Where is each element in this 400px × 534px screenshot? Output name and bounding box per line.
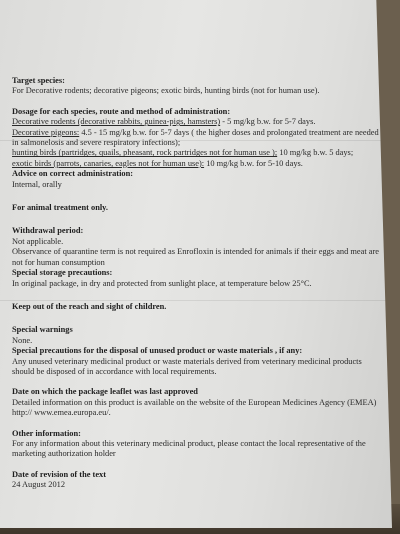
leaflet-text bbox=[12, 76, 380, 491]
rodents-dose: - 5 mg/kg b.w. for 5-7 days. bbox=[220, 117, 316, 127]
revision-heading: Date of revision of the text bbox=[12, 469, 107, 479]
withdrawal-heading: Withdrawal period: bbox=[12, 226, 84, 236]
target-species-text: For Decorative rodents; decorative pigeons; exotic birds, hunting birds (not for human use). bbox=[12, 86, 320, 96]
withdrawal-line2: Observance of quarantine term is not required as Enrofloxin is intended for animals if their eggs and meat are not for human consumption bbox=[12, 247, 379, 267]
target-species-heading: Target species: bbox=[12, 76, 65, 85]
animal-only-notice: For animal treatment only. bbox=[12, 203, 108, 213]
storage-heading: Special storage precautions: bbox=[12, 268, 113, 278]
warnings-text: None. bbox=[12, 335, 33, 345]
other-text: For any information about this veterinary medicinal product, please contact the local representative of the marketing authorization holder bbox=[12, 438, 366, 459]
exotic-dose: 10 mg/kg b.w. for 5-10 days. bbox=[204, 158, 303, 168]
approved-heading: Date on which the package leaflet was last approved bbox=[12, 387, 198, 397]
dosage-heading: Dosage for each species, route and method of administration: bbox=[12, 106, 231, 116]
revision-date: 24 August 2012 bbox=[12, 480, 66, 490]
administration-heading: Advice on correct administration: bbox=[12, 169, 134, 179]
children-warning: Keep out of the reach and sight of children. bbox=[12, 301, 167, 311]
disposal-text: Any unused veterinary medicinal product or waste materials derived from veterinary medicinal products should be disposed of in accordance with local requirements. bbox=[12, 356, 362, 376]
rodents-species: Decorative rodents (decorative rabbits, guinea-pigs, hamsters) bbox=[12, 117, 221, 127]
dosage-rodents bbox=[12, 117, 380, 127]
administration-text: Internal, orally bbox=[12, 179, 62, 189]
dosage-exotic bbox=[12, 159, 380, 169]
hunting-species: hunting birds (partridges, quails, pheasant, rock partridges not for human use ); bbox=[12, 148, 278, 158]
approved-text: Detailed information on this product is available on the website of the European Medicines Agency (EMEA) http:// www.emea.europa.eu/. bbox=[12, 397, 377, 418]
pigeons-dose: 4.5 - 15 mg/kg b.w. for 5-7 days ( the higher doses and prolongated treatment are needed in salmonelosis and severe respiratory infections); bbox=[12, 127, 379, 148]
withdrawal-line1: Not applicable. bbox=[12, 236, 64, 246]
storage-text: In original package, in dry and protected from sunlight place, at temperature below 25°C. bbox=[12, 278, 312, 288]
exotic-species: exotic birds (parrots, canaries, eagles not for human use): bbox=[12, 158, 205, 168]
hunting-dose: 10 mg/kg b.w. 5 days; bbox=[277, 148, 354, 158]
dosage-pigeons bbox=[12, 128, 380, 149]
dosage-hunting bbox=[12, 148, 380, 158]
warnings-heading: Special warnings bbox=[12, 325, 73, 335]
other-heading: Other information: bbox=[12, 428, 81, 438]
disposal-heading: Special precautions for the disposal of unused product or waste materials , if any: bbox=[12, 346, 303, 356]
pigeons-species: Decorative pigeons: bbox=[12, 127, 80, 137]
